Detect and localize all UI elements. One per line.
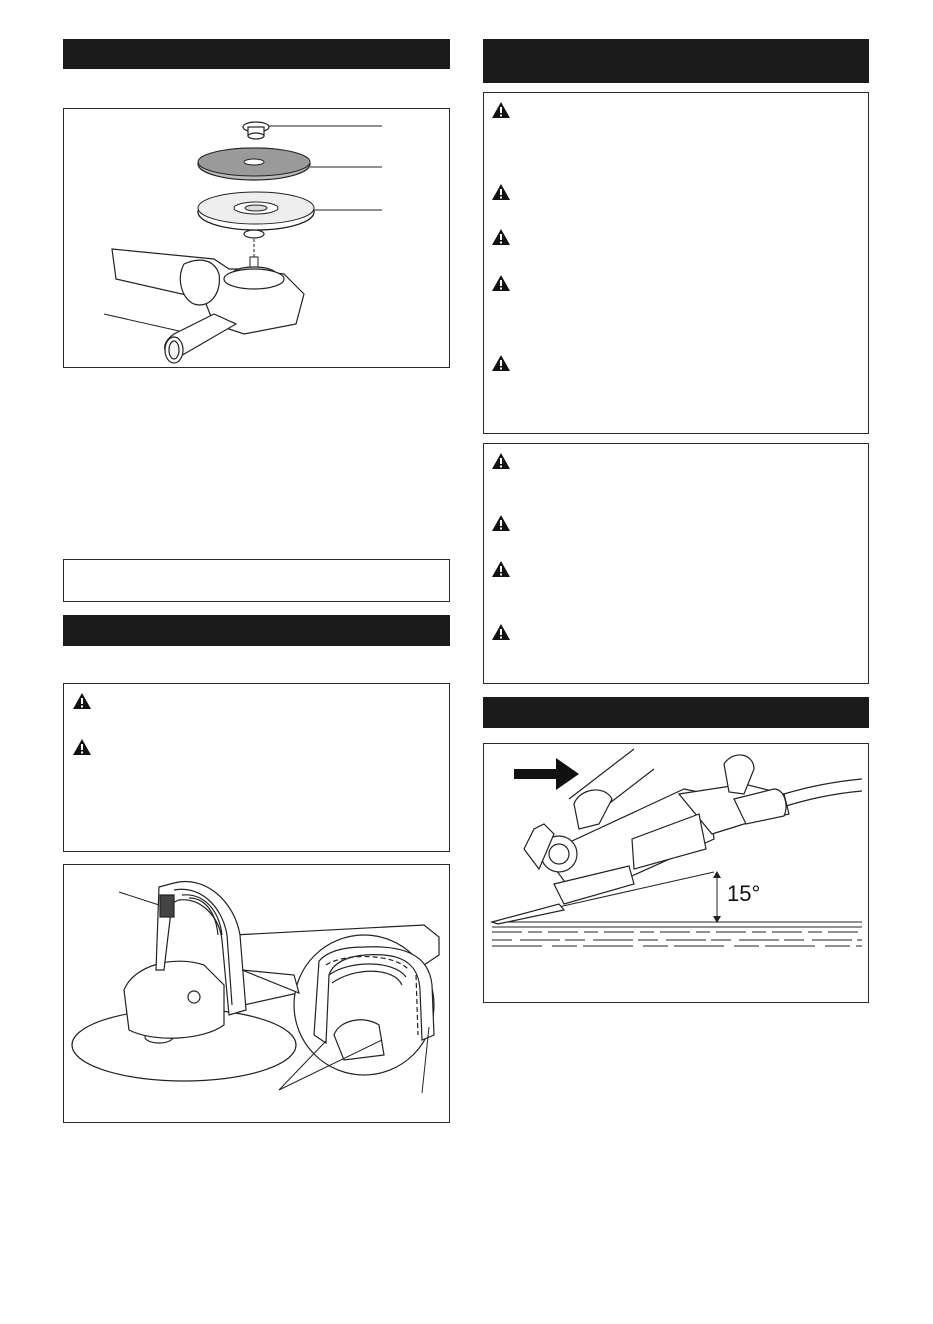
warning-triangle-icon: [72, 692, 92, 710]
lock-nut-part: [243, 122, 269, 139]
warning-triangle-icon: [491, 228, 511, 246]
warning-triangle-icon: [491, 514, 511, 532]
angle-label: 15°: [727, 881, 761, 906]
warning-triangle-icon: [491, 183, 511, 201]
warning-triangle-icon: [491, 101, 511, 119]
left-section-header-2: [63, 615, 450, 646]
right-warning-box-1: [483, 92, 869, 434]
warning-triangle-icon: [72, 738, 92, 756]
left-section-header-1: [63, 39, 450, 69]
warning-triangle-icon: [491, 452, 511, 470]
grinding-wheel-part: [198, 192, 314, 230]
warning-triangle-icon: [491, 354, 511, 372]
right-warning-box-2: [483, 443, 869, 684]
right-section-header-1: [483, 39, 869, 83]
abrasive-disc-part: [198, 148, 310, 180]
right-section-header-2: [483, 697, 869, 728]
grinder-body: [112, 249, 304, 363]
warning-triangle-icon: [491, 274, 511, 292]
warning-triangle-icon: [491, 560, 511, 578]
warning-triangle-icon: [491, 623, 511, 641]
grinding-angle-figure: [483, 743, 869, 1003]
left-note-box: [63, 559, 450, 602]
arrow-right-icon: [514, 758, 579, 790]
wheel-guard-figure: [63, 864, 450, 1123]
wheel-assembly-figure: [63, 108, 450, 368]
left-warning-box: [63, 683, 450, 852]
